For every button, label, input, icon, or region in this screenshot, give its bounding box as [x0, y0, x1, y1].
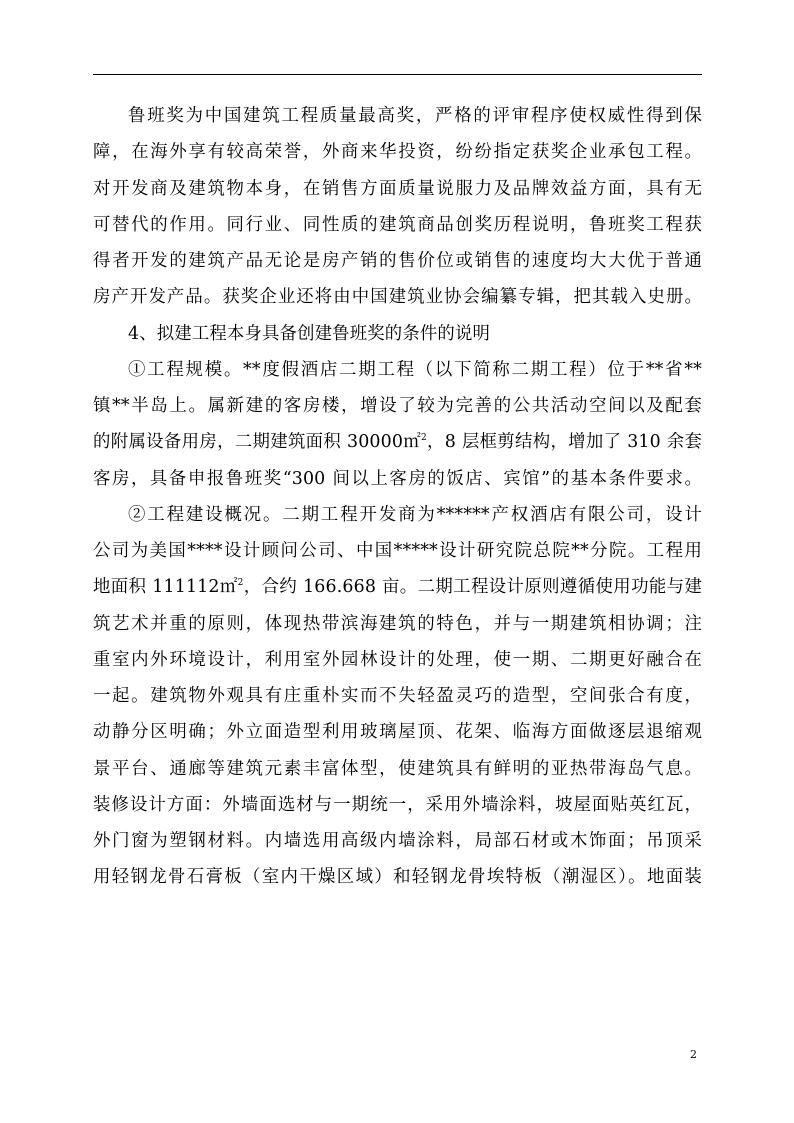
text-line: 可替代的作用。同行业、同性质的建筑商品创奖历程说明，鲁班奖工程获	[93, 214, 702, 235]
text-line: 客房，具备申报鲁班奖“300 间以上客房的饭店、宾馆”的基本条件要求。	[93, 468, 702, 489]
text-line: 4、拟建工程本身具备创建鲁班奖的条件的说明	[128, 323, 491, 344]
text-line: ①工程规模。**度假酒店二期工程（以下简称二期工程）位于**省**	[128, 359, 702, 380]
text-line: 一起。建筑物外观具有庄重朴实而不失轻盈灵巧的造型，空间张合有度，	[93, 686, 702, 706]
text-line: 景平台、通廊等建筑元素丰富体型，使建筑具有鲜明的亚热带海岛气息。	[93, 758, 702, 779]
text-line: 装修设计方面：外墙面选材与一期统一，采用外墙涂料，坡屋面贴英红瓦，	[93, 794, 702, 815]
text-line: 障，在海外享有较高荣誉，外商来华投资，纷纷指定获奖企业承包工程。	[93, 142, 702, 163]
text-line: 动静分区明确；外立面造型利用玻璃屋顶、花架、临海方面做逐层退缩观	[93, 722, 702, 743]
text-line: 得者开发的建筑产品无论是房产销的售价位或销售的速度均大大优于普通	[93, 251, 702, 271]
text-line: 地面积 111112㎡$^2$，合约 166.668 亩。二期工程设计原则遵循使用功能与建	[93, 577, 702, 598]
text-line: 重室内外环境设计，利用室外园林设计的处理，使一期、二期更好融合在	[93, 649, 702, 670]
text-line: 镇**半岛上。属新建的客房楼，增设了较为完善的公共活动空间以及配套	[93, 396, 702, 416]
text-line: 外门窗为塑钢材料。内墙选用高级内墙涂料，局部石材或木饰面；吊顶采	[93, 831, 702, 851]
superscript: 2	[237, 578, 244, 589]
text-line: 公司为美国****设计顾问公司、中国*****设计研究院总院**分院。工程用	[93, 541, 702, 561]
page-number: 2	[690, 1048, 697, 1061]
text-line: 筑艺术并重的原则，体现热带滨海建筑的特色，并与一期建筑相协调；注	[93, 613, 702, 634]
text-line: 用轻钢龙骨石膏板（室内干燥区域）和轻钢龙骨埃特板（潮湿区）。地面装	[93, 867, 702, 888]
text-line: 对开发商及建筑物本身，在销售方面质量说服力及品牌效益方面，具有无	[93, 178, 702, 199]
superscript: 2	[420, 433, 427, 444]
text-line: 的附属设备用房，二期建筑面积 30000㎡$^2$，8 层框剪结构，增加了 310 余套	[93, 432, 702, 453]
text-line: ②工程建设概况。二期工程开发商为******产权酒店有限公司，设计	[128, 504, 702, 525]
text-line: 房产开发产品。获奖企业还将由中国建筑业协会编纂专辑，把其载入史册。	[93, 287, 702, 308]
text-line: 鲁班奖为中国建筑工程质量最高奖，严格的评审程序使权威性得到保	[128, 106, 702, 126]
document-body	[93, 98, 702, 896]
header-rule	[93, 74, 702, 75]
